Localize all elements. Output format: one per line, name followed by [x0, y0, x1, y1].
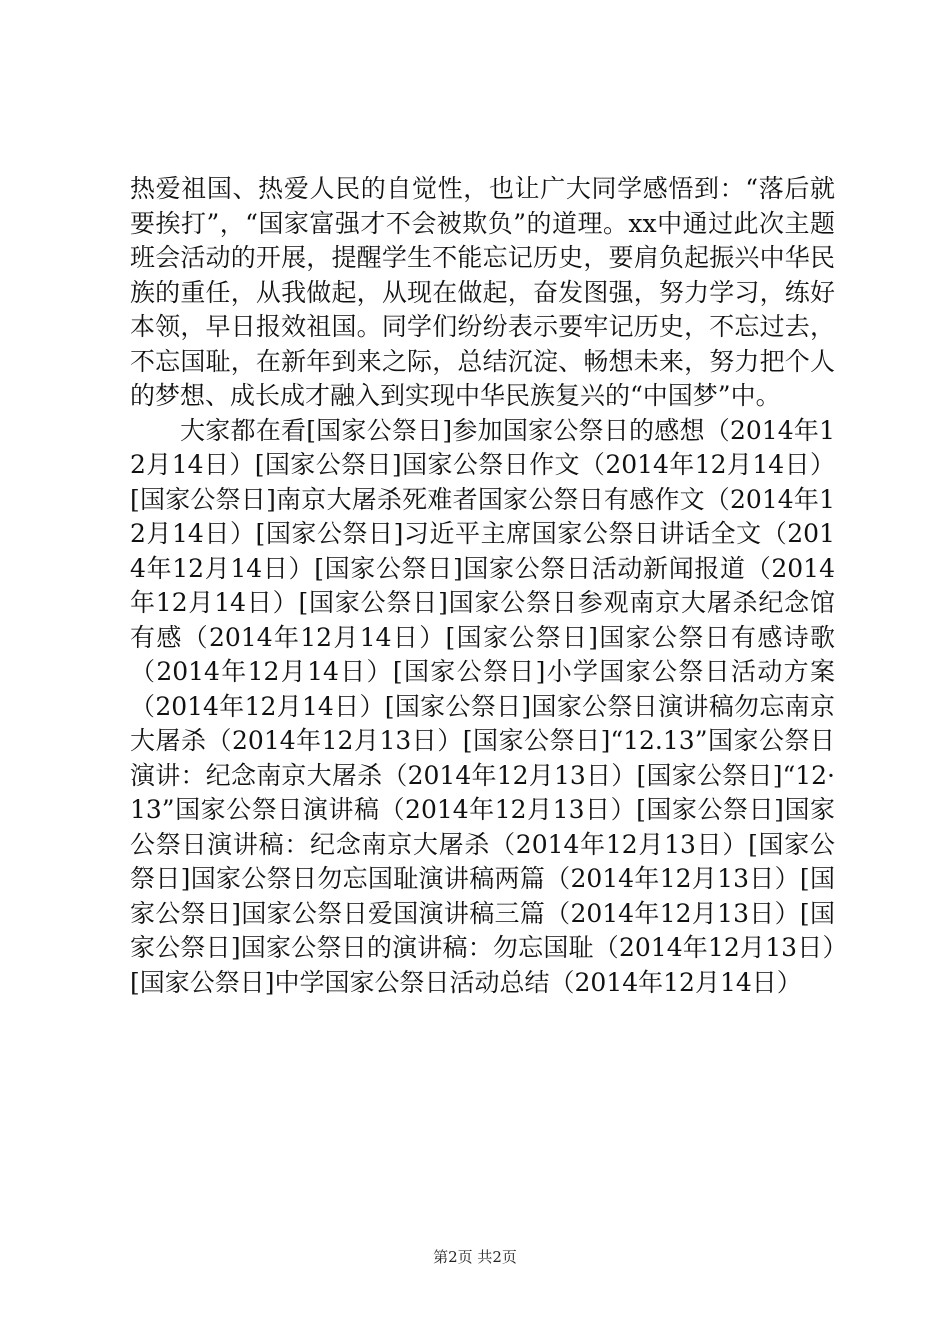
paragraph-continuation: 热爱祖国、热爱人民的自觉性，也让广大同学感悟到：“落后就要挨打”，“国家富强才不会被欺负”的道理。xx中通过此次主题班会活动的开展，提醒学生不能忘记历史，要肩负起振兴中华民族的重任，从我做起，从现在做起，奋发图强，努力学习，练好本领，早日报效祖国。同学们纷纷表示要牢记历史，不忘过去，不忘国耻，在新年到来之际，总结沉淀、畅想未来，努力把个人的梦想、成长成才融入到实现中华民族复兴的“中国梦”中。 [130, 174, 835, 410]
paragraph-related-articles: 大家都在看[国家公祭日]参加国家公祭日的感想（2014年12月14日）[国家公祭日]国家公祭日作文（2014年12月14日）[国家公祭日]南京大屠杀死难者国家公祭日有感作文（2014年12月14日）[国家公祭日]习近平主席国家公祭日讲话全文（2014年12月14日）[国家公祭日]国家公祭日活动新闻报道（2014年12月14日）[国家公祭日]国家公祭日参观南京大屠杀纪念馆有感（2014年12月14日）[国家公祭日]国家公祭日有感诗歌（2014年12月14日）[国家公祭日]小学国家公祭日活动方案（2014年12月14日）[国家公祭日]国家公祭日演讲稿勿忘南京大屠杀（2014年12月13日）[国家公祭日]“12.13”国家公祭日演讲：纪念南京大屠杀（2014年12月13日）[国家公祭日]“12·13”国家公祭日演讲稿（2014年12月13日）[国家公祭日]国家公祭日演讲稿：纪念南京大屠杀（2014年12月13日）[国家公祭日]国家公祭日勿忘国耻演讲稿两篇（2014年12月13日）[国家公祭日]国家公祭日爱国演讲稿三篇（2014年12月13日）[国家公祭日]国家公祭日的演讲稿：勿忘国耻（2014年12月13日）[国家公祭日]中学国家公祭日活动总结（2014年12月14日） [130, 415, 835, 997]
document-body [130, 172, 835, 1000]
page-number-footer: 第2页 共2页 [433, 1248, 517, 1266]
